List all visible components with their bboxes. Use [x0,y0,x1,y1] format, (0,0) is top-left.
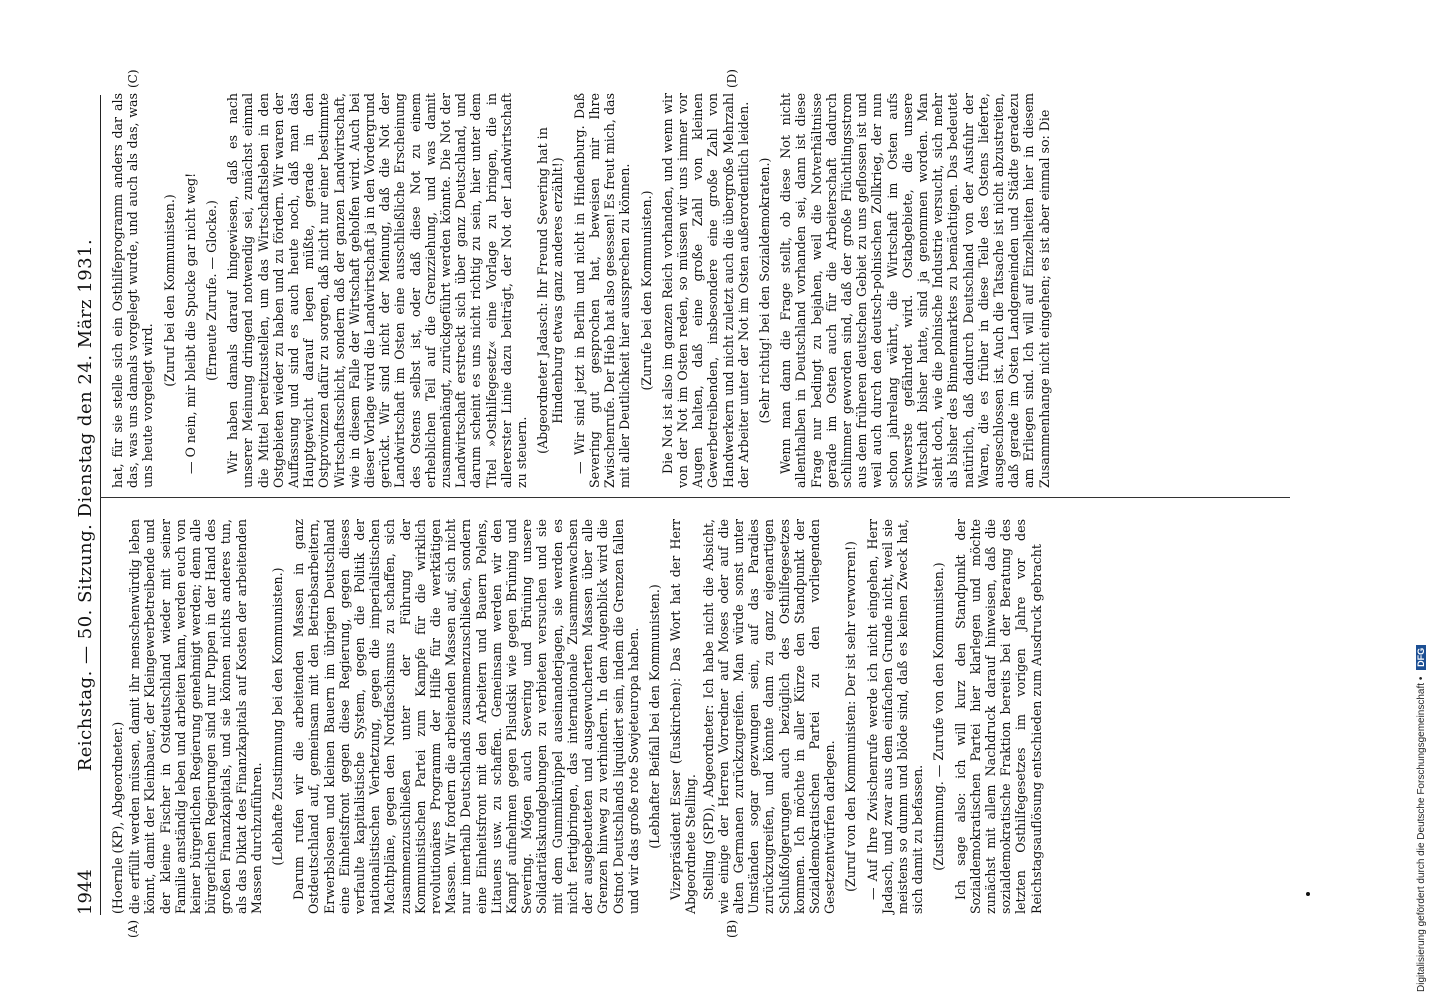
left-column-paragraph: (Lebhafte Zustimmung bei den Kommunisten.) [270,567,286,866]
left-column-paragraph: die erfüllt werden müssen, damit ihr menschenwürdig leben könnt, damit der Kleinbauer, der Kleingewerbetreibende und der kleine Fischer in Ostdeutschland wieder mit seiner Familie anständig leben und arbeiten kann, werden euch von keiner bürgerlichen Regierung genehmigt werden; denn alle bürgerlichen Regierungen sind nur Puppen in der Hand des großen Finanzkapitals, und sie können nichts anderes tun, als das Diktat des Finanzkapitals auf Kosten der arbeitenden Massen durchzuführen. [127,519,264,914]
column-divider [100,497,1290,498]
dfg-logo: DFG [1416,645,1426,670]
page-number: 1944 [75,869,96,915]
right-column-paragraph: Wenn man dann die Frage stellt, ob diese Not nicht allenthalben in Deutschland vorhanden sei, dann ist diese Frage nur bedingt zu bejahen, weil die Notverhältnisse gerade im Osten auch für die Arbeiterschaft dadurch schlimmer geworden sind, daß der große Flüchtlingsstrom aus dem früheren deutschen Gebiet zu uns geflossen ist und weil auch durch den deutsch-polnischen Zollkrieg, der nun schon jahrelang währt, die Wirtschaft im Osten aufs schwerste gefährdet wird. Ostabgebiete, die unsere Wirtschaft bisher hatte, sind ja genommen worden. Man sieht doch, wie die polnische Industrie versucht, sich mehr als bisher des Binnenmarktes zu bemächtigen. Das bedeutet natürlich, daß dadurch Deutschland von der Ausfuhr der Waren, die es früher in diese Teile des Ostens lieferte, ausgeschlossen ist. Auch die Tatsache ist nicht abzustreiten, daß gerade im Osten Landgemeinden und Städte geradezu am Erliegen sind. Ich will auf Einzelheiten hier in diesem Zusammenhange nicht eingehen; es ist aber einmal so: Die [778,93,1052,488]
right-column-paragraph: (Erneute Zurufe. — Glocke.) [204,200,220,381]
margin-mark-b: (B) [725,919,739,938]
left-column-paragraph: (Zuruf von den Kommunisten: Der ist sehr verworren!) [843,541,859,892]
margin-mark-d: (D) [725,69,739,88]
right-column-paragraph: hat, für sie stelle sich ein Osthilfeprogramm anders dar als das, was uns damals vorgelegt wurde, und auch als das, was uns heute vorgelegt wird. [110,93,156,488]
page-header [72,95,101,915]
margin-mark-a: (A) [126,919,140,938]
right-text-column [110,93,1054,488]
left-column-paragraph: Ich sage also: ich will kurz den Standpunkt der Sozialdemokratischen Partei hier klarlegen und möchte zunächst mit allem Nachdruck darauf hinweisen, daß die sozialdemokratische Fraktion bereits bei der Beratung des letzten Osthilfegesetzes im vorigen Jahre vor des Reichstagsauflösung entschieden zum Ausdruck gebracht [952,519,1044,914]
right-column-paragraph: — O nein, mir bleibt die Spucke gar nicht weg! [182,172,198,474]
right-column-paragraph: Wir haben damals darauf hingewiesen, daß es nach unserer Meinung dringend notwendig sei, zunächst einmal die Mittel bereitzustellen, um das Wirtschaftsleben in den Ostgebieten wieder zu haben und zu fördern. Wir waren der Auffassung und sind es auch heute noch, daß man das Hauptgewicht darauf legen müßte, gerade in den Ostprovinzen dafür zu sorgen, daß nicht nur einer bestimmte Wirtschaftsschicht, sondern daß der ganzen Landwirtschaft, wie in diesem Falle der Wirtschaft geholfen wird. Auch bei dieser Vorlage wird die Landwirtschaft ja in den Vordergrund gerückt. Wir sind nicht der Meinung, daß die Not der Landwirtschaft im Osten eine ausschließliche Erscheinung des Ostens selbst ist, oder daß diese Not zu einem erheblichen Teil auf die Grenzziehung, und was damit zusammenhängt, zurückgeführt werden könnte. Die Not der Landwirtschaft erstreckt sich über ganz Deutschland, und darum scheint es uns nicht richtig zu sein, hier unter dem Titel »Osthilfegesetz« eine Vorlage zu bringen, die in allererster Linie dazu beiträgt, der Not der Landwirtschaft zu steuern. [225,93,530,488]
left-column-paragraph: Darum rufen wir die arbeitenden Massen in ganz Ostdeutschland auf, gemeinsam mit den Betriebsarbeitern, Erwerbslosen und kleinen Bauern im übrigen Deutschland eine Einheitsfront gegen diese Regierung, gegen dieses verfaulte kapitalistische System, gegen die Politik der nationalistischen Verhetzung, gegen die imperialistischen Machtpläne, gegen den Nordfaschismus zu schaffen, sich zusammenzuschließen unter der Führung der Kommunistischen Partei zum Kampfe für die wirklich revolutionäres Programm der Hilfe für die werktätigen Massen. Wir fordern die arbeitenden Massen auf, sich nicht nur innerhalb Deutschlands zusammenzuschließen, sondern eine Einheitsfront mit den Arbeitern und Bauern Polens, Litauens usw. zu schaffen. Gemeinsam werden wir den Kampf aufnehmen gegen Pilsudski wie gegen Brüning und Severing. Mögen auch Severing und Brüning unsere Solidaritätskundgebungen zu verbieten versuchen und sie mit dem Gummiknüppel auseinanderjagen, sie werden es nicht fertigbringen, das internationale Zusammenwachsen der ausgebeuteten und ausgewucherten Massen über alle Grenzen hinweg zu verhindern. In dem Augenblick wird die Ostnot Deutschlands liquidiert sein, indem die Grenzen fallen und wir das große rote Sowjeteuropa haben. [291,519,641,914]
left-column-paragraph: Vizepräsident Esser (Euskirchen): Das Wort hat der Herr Abgeordnete Stelling. [668,519,699,914]
right-column-paragraph: (Zuruf bei den Kommunisten.) [161,194,177,387]
left-column-paragraph: (Zustimmung. — Zurufe von den Kommunisten.) [931,562,947,871]
margin-mark-c: (C) [126,69,140,88]
right-column-paragraph: (Abgeordneter Jadasch: Ihr Freund Severing hat in Hindenburg etwas ganz anderes erzählt!) [535,127,566,454]
left-column-paragraph: Stelling (SPD), Abgeordneter: Ich habe nicht die Absicht, wie einige der Herren Vorredner auf Moses oder auf die alten Germanen zurückzugreifen. Man würde sonst unter Umständen sogar gezwungen sein, auf das Paradies zurückzugreifen, und könnte dann zu ganz eigenartigen Schlußfolgerungen auch bezüglich des Osthilfegesetzes kommen. Ich möchte in aller Kürze den Standpunkt der Sozialdemokratischen Partei zu den vorliegenden Gesetzentwürfen darlegen. [700,519,838,914]
left-column-paragraph: (Lebhafter Beifall bei den Kommunisten.) [646,584,662,849]
credit-text: Digitalisierung gefördert durch die Deutsche Forschungsgemeinschaft • [1416,676,1427,992]
right-column-paragraph: (Zurufe bei den Kommunisten.) [638,190,654,391]
right-column-paragraph: (Sehr richtig! bei den Sozialdemokraten.) [756,157,772,424]
left-column-paragraph: — Auf Ihre Zwischenrufe werde ich nicht eingehen, Herr Jadasch, und zwar aus dem einfachen Grunde nicht, weil sie meistens so dumm und blöde sind, daß es keinen Zweck hat, sich damit zu befassen. [864,519,926,914]
running-head: Reichstag. — 50. Sitzung. Dienstag den 24. März 1931. [75,238,96,772]
right-column-paragraph: — Wir sind jetzt in Berlin und nicht in Hindenburg. Daß Severing gut gesprochen hat, beweisen mir Ihre Zwischenrufe. Der Hieb hat also gesessen! Es freut mich, das mit aller Deutlichkeit hier aussprechen zu können. [571,93,633,488]
digitization-credit [1402,8,1430,992]
right-column-paragraph: Die Not ist also im ganzen Reich vorhanden, und wenn wir von der Not im Osten reden, so müssen wir uns immer vor Augen halten, daß eine große Zahl von kleinen Gewerbetreibenden, insbesondere eine große Zahl von Handwerkern und nicht zuletzt auch die übergroße Mehrzahl der Arbeiter unter der Not im Osten außerordentlich leiden. [659,93,751,488]
left-column-paragraph: (Hoernle (KP), Abgeordneter.) [110,721,125,914]
scan-speck [1306,892,1310,896]
left-text-column [110,519,1046,914]
